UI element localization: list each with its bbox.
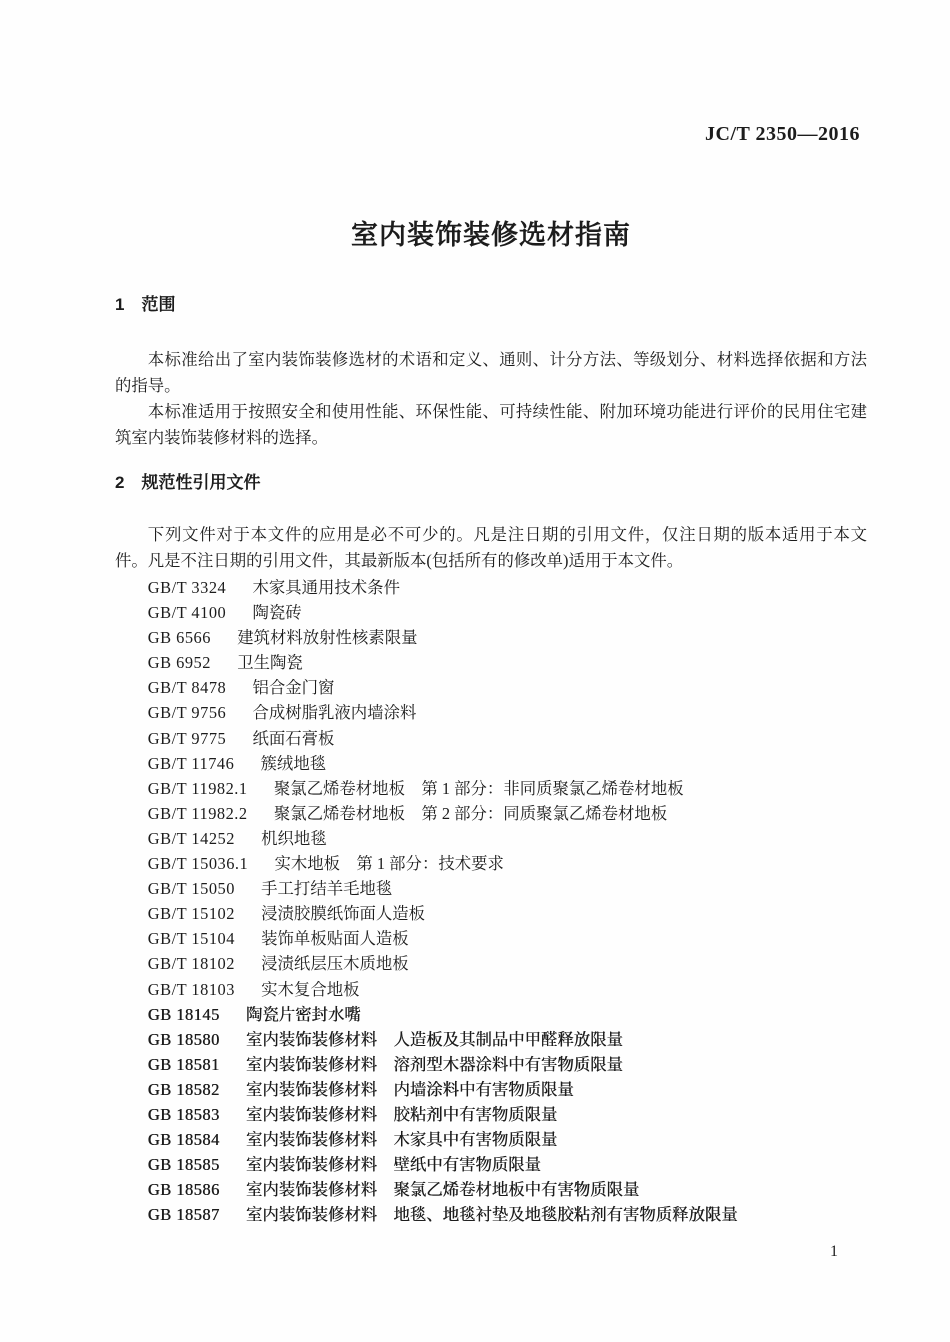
reference-title: 陶瓷片密封水嘴	[245, 1004, 361, 1024]
section-1-title: 范围	[141, 295, 176, 314]
reference-title: 铝合金门窗	[252, 678, 335, 698]
reference-code: GB 18584	[147, 1130, 220, 1150]
reference-code: GB/T 18102	[147, 954, 235, 974]
reference-title: 纸面石膏板	[252, 728, 335, 748]
references-list	[115, 575, 867, 1227]
reference-code: GB 18580	[147, 1029, 220, 1049]
page-number: 1	[830, 1243, 838, 1260]
reference-item	[115, 675, 867, 700]
reference-code: GB/T 4100	[147, 603, 227, 623]
reference-code: GB 18583	[147, 1104, 220, 1124]
reference-code: GB/T 18103	[147, 979, 235, 999]
reference-title: 室内装饰装修材料 内墙涂料中有害物质限量	[245, 1079, 574, 1099]
reference-item	[115, 1127, 867, 1152]
reference-code: GB/T 15050	[147, 879, 235, 899]
reference-title: 建筑材料放射性核素限量	[237, 628, 418, 648]
reference-code: GB/T 9775	[147, 728, 227, 748]
reference-item	[115, 650, 867, 675]
reference-title: 聚氯乙烯卷材地板 第 2 部分：同质聚氯乙烯卷材地板	[273, 803, 668, 823]
reference-item	[115, 1027, 867, 1052]
reference-title: 实木地板 第 1 部分：技术要求	[274, 854, 504, 874]
reference-code: GB 18581	[147, 1054, 220, 1074]
reference-item	[115, 575, 867, 600]
reference-item	[115, 826, 867, 851]
reference-code: GB/T 11982.2	[147, 803, 248, 823]
reference-item	[115, 726, 867, 751]
document-title: 室内装饰装修选材指南	[351, 220, 631, 250]
reference-title: 卫生陶瓷	[237, 653, 303, 673]
reference-title: 装饰单板贴面人造板	[261, 929, 409, 949]
reference-title: 室内装饰装修材料 胶粘剂中有害物质限量	[245, 1104, 558, 1124]
reference-code: GB/T 8478	[147, 678, 227, 698]
document-body	[115, 294, 867, 1227]
reference-item	[115, 876, 867, 901]
reference-item	[115, 1202, 867, 1227]
reference-code: GB 18587	[147, 1205, 220, 1225]
scope-paragraph-2: 本标准适用于按照安全和使用性能、环保性能、可持续性能、附加环境功能进行评价的民用住宅建筑室内装饰装修材料的选择。	[115, 402, 867, 447]
section-2-title: 规范性引用文件	[141, 473, 261, 492]
section-1-heading	[115, 294, 867, 316]
reference-title: 木家具通用技术条件	[252, 578, 400, 597]
reference-title: 簇绒地毯	[260, 753, 327, 773]
reference-item	[115, 1077, 867, 1102]
reference-item	[115, 625, 867, 650]
reference-code: GB 18582	[147, 1079, 220, 1099]
reference-item	[115, 1177, 867, 1202]
reference-code: GB 18586	[147, 1180, 220, 1200]
reference-code: GB/T 15102	[147, 904, 235, 924]
reference-item	[115, 1102, 867, 1127]
reference-code: GB/T 11982.1	[147, 778, 248, 798]
reference-title: 室内装饰装修材料 木家具中有害物质限量	[245, 1130, 558, 1150]
reference-item	[115, 1052, 867, 1077]
section-2-heading	[115, 472, 867, 494]
reference-title: 浸渍胶膜纸饰面人造板	[261, 904, 426, 924]
standard-number: JC/T 2350—2016	[705, 123, 860, 145]
reference-code: GB/T 15104	[147, 929, 235, 949]
reference-item	[115, 1152, 867, 1177]
reference-item	[115, 901, 867, 926]
reference-title: 室内装饰装修材料 聚氯乙烯卷材地板中有害物质限量	[245, 1180, 640, 1200]
reference-item	[115, 977, 867, 1002]
section-2-number: 2	[115, 473, 125, 492]
references-intro-paragraph: 下列文件对于本文件的应用是必不可少的。凡是注日期的引用文件，仅注日期的版本适用于本文件。凡是不注日期的引用文件，其最新版本(包括所有的修改单)适用于本文件。	[115, 525, 867, 570]
reference-code: GB 18585	[147, 1155, 220, 1175]
reference-item	[115, 1002, 867, 1027]
reference-item	[115, 851, 867, 876]
reference-item	[115, 801, 867, 826]
reference-title: 陶瓷砖	[252, 603, 302, 623]
reference-code: GB 18145	[147, 1004, 220, 1024]
reference-code: GB/T 14252	[147, 828, 235, 848]
reference-title: 室内装饰装修材料 人造板及其制品中甲醛释放限量	[245, 1029, 623, 1049]
reference-code: GB 6952	[147, 653, 211, 673]
reference-code: GB/T 15036.1	[147, 854, 249, 874]
reference-code: GB/T 3324	[147, 578, 227, 597]
reference-code: GB/T 9756	[147, 703, 227, 723]
reference-title: 聚氯乙烯卷材地板 第 1 部分：非同质聚氯乙烯卷材地板	[273, 778, 684, 798]
reference-title: 合成树脂乳液内墙涂料	[252, 703, 417, 723]
reference-item	[115, 600, 867, 625]
reference-code: GB 6566	[147, 628, 211, 648]
scope-paragraph-1: 本标准给出了室内装饰装修选材的术语和定义、通则、计分方法、等级划分、材料选择依据和方法的指导。	[115, 350, 867, 395]
reference-item	[115, 751, 867, 776]
reference-title: 机织地毯	[261, 828, 327, 848]
reference-code: GB/T 11746	[147, 753, 235, 773]
section-1-number: 1	[115, 295, 125, 314]
reference-title: 室内装饰装修材料 壁纸中有害物质限量	[245, 1155, 541, 1175]
reference-item	[115, 926, 867, 951]
reference-item	[115, 951, 867, 976]
reference-title: 室内装饰装修材料 地毯、地毯衬垫及地毯胶粘剂有害物质释放限量	[245, 1205, 738, 1225]
reference-title: 室内装饰装修材料 溶剂型木器涂料中有害物质限量	[245, 1054, 623, 1074]
reference-item	[115, 700, 867, 725]
reference-item	[115, 776, 867, 801]
reference-title: 实木复合地板	[261, 979, 360, 999]
reference-title: 浸渍纸层压木质地板	[261, 954, 409, 974]
reference-title: 手工打结羊毛地毯	[261, 879, 393, 899]
